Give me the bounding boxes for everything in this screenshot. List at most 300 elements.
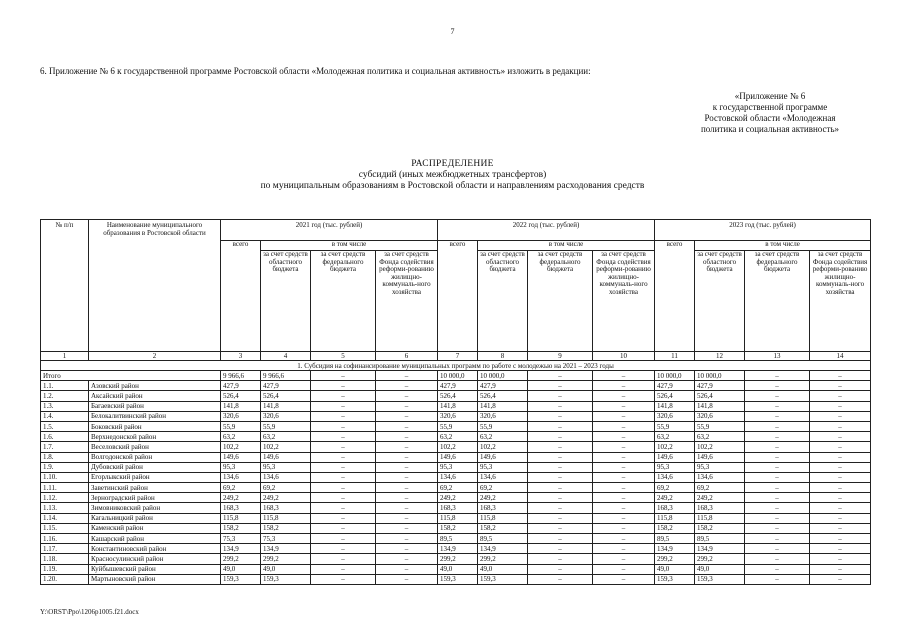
- cell-value: 63,2: [261, 432, 311, 442]
- cell-value: –: [593, 523, 655, 533]
- cell-value: –: [745, 564, 810, 574]
- header-regional-2021: за счет средств областного бюджета: [261, 251, 311, 352]
- header-municipality: Наименование муниципального образования в Ростовской области: [89, 220, 221, 352]
- cell-value: –: [810, 493, 871, 503]
- cell-value: –: [810, 442, 871, 452]
- total-value: 9 966,6: [221, 371, 261, 381]
- table-row: [41, 452, 871, 462]
- cell-value: 134,6: [221, 472, 261, 482]
- cell-value: 63,2: [478, 432, 528, 442]
- row-number: 1.7.: [41, 442, 89, 452]
- cell-value: –: [376, 432, 438, 442]
- cell-value: –: [593, 401, 655, 411]
- cell-value: 115,8: [261, 513, 311, 523]
- cell-value: –: [593, 493, 655, 503]
- cell-value: –: [311, 401, 376, 411]
- municipality-name: Аксайский район: [89, 391, 221, 401]
- cell-value: –: [810, 564, 871, 574]
- cell-value: –: [376, 401, 438, 411]
- total-value: –: [810, 371, 871, 381]
- cell-value: 49,0: [221, 564, 261, 574]
- distribution-table: [40, 219, 871, 585]
- cell-value: –: [528, 432, 593, 442]
- cell-value: –: [376, 442, 438, 452]
- row-number: 1.11.: [41, 483, 89, 493]
- table-row: [41, 421, 871, 431]
- table-row: [41, 523, 871, 533]
- cell-value: 63,2: [695, 432, 745, 442]
- table-row: [41, 554, 871, 564]
- row-number: 1.9.: [41, 462, 89, 472]
- section-row: [41, 361, 871, 371]
- table-row: [41, 503, 871, 513]
- section-title: 1. Субсидия на софинансирование муниципальных программ по работе с молодежью на 2021 – 2023 годы: [41, 361, 871, 371]
- title-line-1: РАСПРЕДЕЛЕНИЕ: [411, 159, 494, 169]
- header-incl-2022: в том числе: [478, 241, 655, 251]
- column-number: 11: [655, 352, 695, 361]
- cell-value: –: [376, 452, 438, 462]
- cell-value: 134,9: [695, 544, 745, 554]
- header-fund-2023: за счет средств Фонда содействия реформи-рованию жилищно-коммуналь-ного хозяйства: [810, 251, 871, 352]
- cell-value: 158,2: [655, 523, 695, 533]
- cell-value: 134,9: [478, 544, 528, 554]
- table-row: [41, 391, 871, 401]
- row-number: 1.19.: [41, 564, 89, 574]
- cell-value: 141,8: [221, 401, 261, 411]
- cell-value: –: [311, 442, 376, 452]
- cell-value: –: [311, 432, 376, 442]
- cell-value: 149,6: [261, 452, 311, 462]
- municipality-name: Дубовский район: [89, 462, 221, 472]
- cell-value: –: [810, 421, 871, 431]
- cell-value: 249,2: [438, 493, 478, 503]
- cell-value: 134,6: [695, 472, 745, 482]
- cell-value: 168,3: [695, 503, 745, 513]
- cell-value: 249,2: [655, 493, 695, 503]
- cell-value: –: [528, 574, 593, 584]
- cell-value: –: [376, 534, 438, 544]
- row-number: 1.18.: [41, 554, 89, 564]
- row-number: 1.16.: [41, 534, 89, 544]
- cell-value: –: [745, 411, 810, 421]
- municipality-name: Константиновский район: [89, 544, 221, 554]
- cell-value: –: [311, 421, 376, 431]
- cell-value: 149,6: [695, 452, 745, 462]
- cell-value: 69,2: [655, 483, 695, 493]
- cell-value: –: [311, 452, 376, 462]
- cell-value: 95,3: [221, 462, 261, 472]
- cell-value: –: [810, 452, 871, 462]
- cell-value: –: [376, 523, 438, 533]
- cell-value: –: [593, 462, 655, 472]
- cell-value: 89,5: [438, 534, 478, 544]
- cell-value: –: [810, 574, 871, 584]
- cell-value: –: [376, 391, 438, 401]
- row-number: 1.6.: [41, 432, 89, 442]
- cell-value: –: [745, 534, 810, 544]
- cell-value: –: [593, 503, 655, 513]
- cell-value: –: [528, 523, 593, 533]
- annex-line-2: к государственной программе: [712, 102, 828, 112]
- cell-value: –: [810, 381, 871, 391]
- cell-value: 49,0: [695, 564, 745, 574]
- cell-value: 149,6: [221, 452, 261, 462]
- cell-value: –: [528, 462, 593, 472]
- municipality-name: Верхнедонской район: [89, 432, 221, 442]
- cell-value: 69,2: [221, 483, 261, 493]
- cell-value: 89,5: [695, 534, 745, 544]
- cell-value: –: [593, 483, 655, 493]
- cell-value: 168,3: [261, 503, 311, 513]
- cell-value: 427,9: [695, 381, 745, 391]
- cell-value: 55,9: [655, 421, 695, 431]
- row-number: 1.20.: [41, 574, 89, 584]
- total-value: 10 000,0: [478, 371, 528, 381]
- title-line-2: субсидий (иных межбюджетных трансфертов): [358, 170, 547, 180]
- municipality-name: Куйбышевский район: [89, 564, 221, 574]
- header-year-2023: 2023 год (тыс. рублей): [655, 220, 871, 241]
- cell-value: 158,2: [221, 523, 261, 533]
- cell-value: –: [810, 523, 871, 533]
- cell-value: –: [528, 503, 593, 513]
- cell-value: 55,9: [261, 421, 311, 431]
- cell-value: 49,0: [261, 564, 311, 574]
- cell-value: –: [528, 472, 593, 482]
- cell-value: 102,2: [261, 442, 311, 452]
- cell-value: 299,2: [695, 554, 745, 564]
- cell-value: 115,8: [655, 513, 695, 523]
- cell-value: –: [593, 381, 655, 391]
- cell-value: –: [593, 411, 655, 421]
- file-path-footer: Y:\ORST\Ppo\1206p1005.f21.docx: [40, 608, 139, 616]
- cell-value: 55,9: [438, 421, 478, 431]
- cell-value: –: [745, 513, 810, 523]
- cell-value: –: [376, 513, 438, 523]
- cell-value: 89,5: [478, 534, 528, 544]
- cell-value: –: [810, 513, 871, 523]
- cell-value: –: [528, 452, 593, 462]
- cell-value: –: [376, 472, 438, 482]
- cell-value: –: [593, 544, 655, 554]
- table-row: [41, 411, 871, 421]
- cell-value: 69,2: [438, 483, 478, 493]
- cell-value: 115,8: [221, 513, 261, 523]
- cell-value: –: [528, 544, 593, 554]
- column-number: 10: [593, 352, 655, 361]
- cell-value: –: [593, 554, 655, 564]
- page-number: 7: [450, 27, 455, 36]
- municipality-name: Веселовский район: [89, 442, 221, 452]
- cell-value: –: [376, 574, 438, 584]
- municipality-name: Егорлыкский район: [89, 472, 221, 482]
- cell-value: –: [810, 432, 871, 442]
- cell-value: –: [376, 421, 438, 431]
- cell-value: 299,2: [221, 554, 261, 564]
- cell-value: 75,3: [261, 534, 311, 544]
- cell-value: 158,2: [438, 523, 478, 533]
- cell-value: 102,2: [478, 442, 528, 452]
- cell-value: 102,2: [655, 442, 695, 452]
- cell-value: –: [311, 554, 376, 564]
- cell-value: 526,4: [695, 391, 745, 401]
- cell-value: 134,6: [261, 472, 311, 482]
- table-row: [41, 534, 871, 544]
- cell-value: –: [528, 381, 593, 391]
- column-number: 8: [478, 352, 528, 361]
- cell-value: –: [745, 381, 810, 391]
- table-row: [41, 493, 871, 503]
- cell-value: 141,8: [438, 401, 478, 411]
- cell-value: –: [810, 411, 871, 421]
- cell-value: 158,2: [261, 523, 311, 533]
- cell-value: –: [593, 534, 655, 544]
- cell-value: –: [311, 411, 376, 421]
- total-value: 10 000,0: [695, 371, 745, 381]
- cell-value: –: [810, 391, 871, 401]
- cell-value: 299,2: [655, 554, 695, 564]
- total-value: –: [593, 371, 655, 381]
- cell-value: 526,4: [438, 391, 478, 401]
- cell-value: –: [376, 462, 438, 472]
- cell-value: 299,2: [478, 554, 528, 564]
- cell-value: 49,0: [655, 564, 695, 574]
- header-total-2021: всего: [221, 241, 261, 352]
- cell-value: 249,2: [695, 493, 745, 503]
- table-row: [41, 472, 871, 482]
- cell-value: 63,2: [655, 432, 695, 442]
- cell-value: –: [528, 411, 593, 421]
- column-number: 9: [528, 352, 593, 361]
- cell-value: –: [810, 472, 871, 482]
- cell-value: 320,6: [261, 411, 311, 421]
- cell-value: 526,4: [655, 391, 695, 401]
- header-incl-2023: в том числе: [695, 241, 871, 251]
- cell-value: –: [311, 544, 376, 554]
- cell-value: –: [528, 442, 593, 452]
- cell-value: –: [528, 564, 593, 574]
- cell-value: –: [311, 534, 376, 544]
- cell-value: 55,9: [695, 421, 745, 431]
- cell-value: –: [311, 564, 376, 574]
- municipality-name: Заветинский район: [89, 483, 221, 493]
- cell-value: 134,6: [478, 472, 528, 482]
- cell-value: –: [528, 513, 593, 523]
- header-regional-2022: за счет средств областного бюджета: [478, 251, 528, 352]
- table-row: [41, 564, 871, 574]
- cell-value: –: [593, 513, 655, 523]
- total-value: –: [311, 371, 376, 381]
- column-number: 4: [261, 352, 311, 361]
- cell-value: 320,6: [695, 411, 745, 421]
- municipality-name: Волгодонской район: [89, 452, 221, 462]
- table-row: [41, 401, 871, 411]
- cell-value: –: [745, 401, 810, 411]
- cell-value: 159,3: [478, 574, 528, 584]
- header-regional-2023: за счет средств областного бюджета: [695, 251, 745, 352]
- table-row: [41, 381, 871, 391]
- municipality-name: Каменский район: [89, 523, 221, 533]
- row-number: 1.10.: [41, 472, 89, 482]
- cell-value: 159,3: [261, 574, 311, 584]
- annex-header: [650, 91, 890, 135]
- cell-value: –: [745, 483, 810, 493]
- table-row: [41, 483, 871, 493]
- cell-value: 102,2: [221, 442, 261, 452]
- cell-value: 320,6: [438, 411, 478, 421]
- cell-value: –: [528, 493, 593, 503]
- municipality-name: Кашарский район: [89, 534, 221, 544]
- cell-value: 134,9: [221, 544, 261, 554]
- cell-value: –: [311, 513, 376, 523]
- cell-value: –: [376, 564, 438, 574]
- cell-value: 102,2: [438, 442, 478, 452]
- total-value: 10 000,0: [655, 371, 695, 381]
- cell-value: –: [311, 574, 376, 584]
- header-incl-2021: в том числе: [261, 241, 438, 251]
- cell-value: 427,9: [438, 381, 478, 391]
- municipality-name: Зимовниковский район: [89, 503, 221, 513]
- cell-value: 134,6: [438, 472, 478, 482]
- cell-value: 95,3: [438, 462, 478, 472]
- document-title: [0, 159, 905, 192]
- cell-value: –: [745, 432, 810, 442]
- row-number: 1.17.: [41, 544, 89, 554]
- cell-value: –: [528, 421, 593, 431]
- cell-value: 49,0: [478, 564, 528, 574]
- cell-value: 63,2: [438, 432, 478, 442]
- cell-value: –: [593, 472, 655, 482]
- cell-value: 249,2: [261, 493, 311, 503]
- cell-value: –: [376, 554, 438, 564]
- cell-value: 63,2: [221, 432, 261, 442]
- cell-value: 95,3: [261, 462, 311, 472]
- cell-value: 141,8: [655, 401, 695, 411]
- table-row: [41, 442, 871, 452]
- cell-value: –: [745, 503, 810, 513]
- cell-value: 141,8: [695, 401, 745, 411]
- cell-value: 55,9: [221, 421, 261, 431]
- column-number: 7: [438, 352, 478, 361]
- column-number: 5: [311, 352, 376, 361]
- cell-value: 168,3: [221, 503, 261, 513]
- cell-value: 141,8: [478, 401, 528, 411]
- cell-value: –: [311, 391, 376, 401]
- table-row: [41, 462, 871, 472]
- row-number: 1.13.: [41, 503, 89, 513]
- row-number: 1.3.: [41, 401, 89, 411]
- row-number: 1.5.: [41, 421, 89, 431]
- total-value: 10 000,0: [438, 371, 478, 381]
- cell-value: 69,2: [261, 483, 311, 493]
- cell-value: –: [593, 432, 655, 442]
- cell-value: 49,0: [438, 564, 478, 574]
- column-number: 3: [221, 352, 261, 361]
- cell-value: 69,2: [695, 483, 745, 493]
- municipality-name: Кагальницкий район: [89, 513, 221, 523]
- row-number: 1.1.: [41, 381, 89, 391]
- cell-value: 158,2: [478, 523, 528, 533]
- cell-value: 115,8: [438, 513, 478, 523]
- cell-value: 159,3: [695, 574, 745, 584]
- cell-value: 168,3: [478, 503, 528, 513]
- header-fund-2021: за счет средств Фонда содействия реформи-рованию жилищно-коммуналь-ного хозяйства: [376, 251, 438, 352]
- cell-value: 141,8: [261, 401, 311, 411]
- title-line-3: по муниципальным образованиям в Ростовской области и направлениям расходования средств: [260, 181, 645, 191]
- row-number: 1.12.: [41, 493, 89, 503]
- total-value: –: [376, 371, 438, 381]
- cell-value: 168,3: [655, 503, 695, 513]
- cell-value: 320,6: [655, 411, 695, 421]
- cell-value: 427,9: [261, 381, 311, 391]
- cell-value: 158,2: [695, 523, 745, 533]
- annex-line-3: Ростовской области «Молодежная: [704, 113, 836, 123]
- cell-value: 55,9: [478, 421, 528, 431]
- cell-value: –: [593, 391, 655, 401]
- cell-value: 95,3: [655, 462, 695, 472]
- column-number: 13: [745, 352, 810, 361]
- row-number: 1.2.: [41, 391, 89, 401]
- cell-value: –: [745, 523, 810, 533]
- cell-value: 69,2: [478, 483, 528, 493]
- header-federal-2022: за счет средств федерального бюджета: [528, 251, 593, 352]
- cell-value: 102,2: [695, 442, 745, 452]
- column-number: 2: [89, 352, 221, 361]
- cell-value: –: [810, 554, 871, 564]
- header-year-2021: 2021 год (тыс. рублей): [221, 220, 438, 241]
- cell-value: 115,8: [478, 513, 528, 523]
- cell-value: –: [745, 442, 810, 452]
- cell-value: –: [528, 483, 593, 493]
- cell-value: –: [593, 442, 655, 452]
- cell-value: –: [745, 421, 810, 431]
- municipality-name: Мартыновский район: [89, 574, 221, 584]
- cell-value: –: [745, 391, 810, 401]
- cell-value: –: [745, 544, 810, 554]
- cell-value: 299,2: [261, 554, 311, 564]
- header-federal-2023: за счет средств федерального бюджета: [745, 251, 810, 352]
- cell-value: 159,3: [221, 574, 261, 584]
- cell-value: 249,2: [221, 493, 261, 503]
- cell-value: 320,6: [221, 411, 261, 421]
- cell-value: –: [593, 421, 655, 431]
- total-label: Итого: [41, 371, 221, 381]
- total-value: 9 966,6: [261, 371, 311, 381]
- cell-value: 427,9: [221, 381, 261, 391]
- annex-line-4: политика и социальная активность»: [700, 124, 840, 134]
- cell-value: –: [528, 401, 593, 411]
- cell-value: 149,6: [478, 452, 528, 462]
- column-number: 6: [376, 352, 438, 361]
- cell-value: 95,3: [695, 462, 745, 472]
- cell-value: –: [376, 483, 438, 493]
- cell-value: –: [593, 564, 655, 574]
- cell-value: –: [311, 381, 376, 391]
- cell-value: –: [745, 554, 810, 564]
- cell-value: –: [311, 503, 376, 513]
- cell-value: 168,3: [438, 503, 478, 513]
- cell-value: 249,2: [478, 493, 528, 503]
- cell-value: 115,8: [695, 513, 745, 523]
- total-value: –: [528, 371, 593, 381]
- intro-paragraph: 6. Приложение № 6 к государственной программе Ростовской области «Молодежная политика и социальная активность» изложить в редакции:: [40, 66, 591, 76]
- municipality-name: Азовский район: [89, 381, 221, 391]
- cell-value: 75,3: [221, 534, 261, 544]
- total-value: –: [745, 371, 810, 381]
- cell-value: –: [810, 401, 871, 411]
- header-total-2023: всего: [655, 241, 695, 352]
- column-number: 12: [695, 352, 745, 361]
- table-row: [41, 513, 871, 523]
